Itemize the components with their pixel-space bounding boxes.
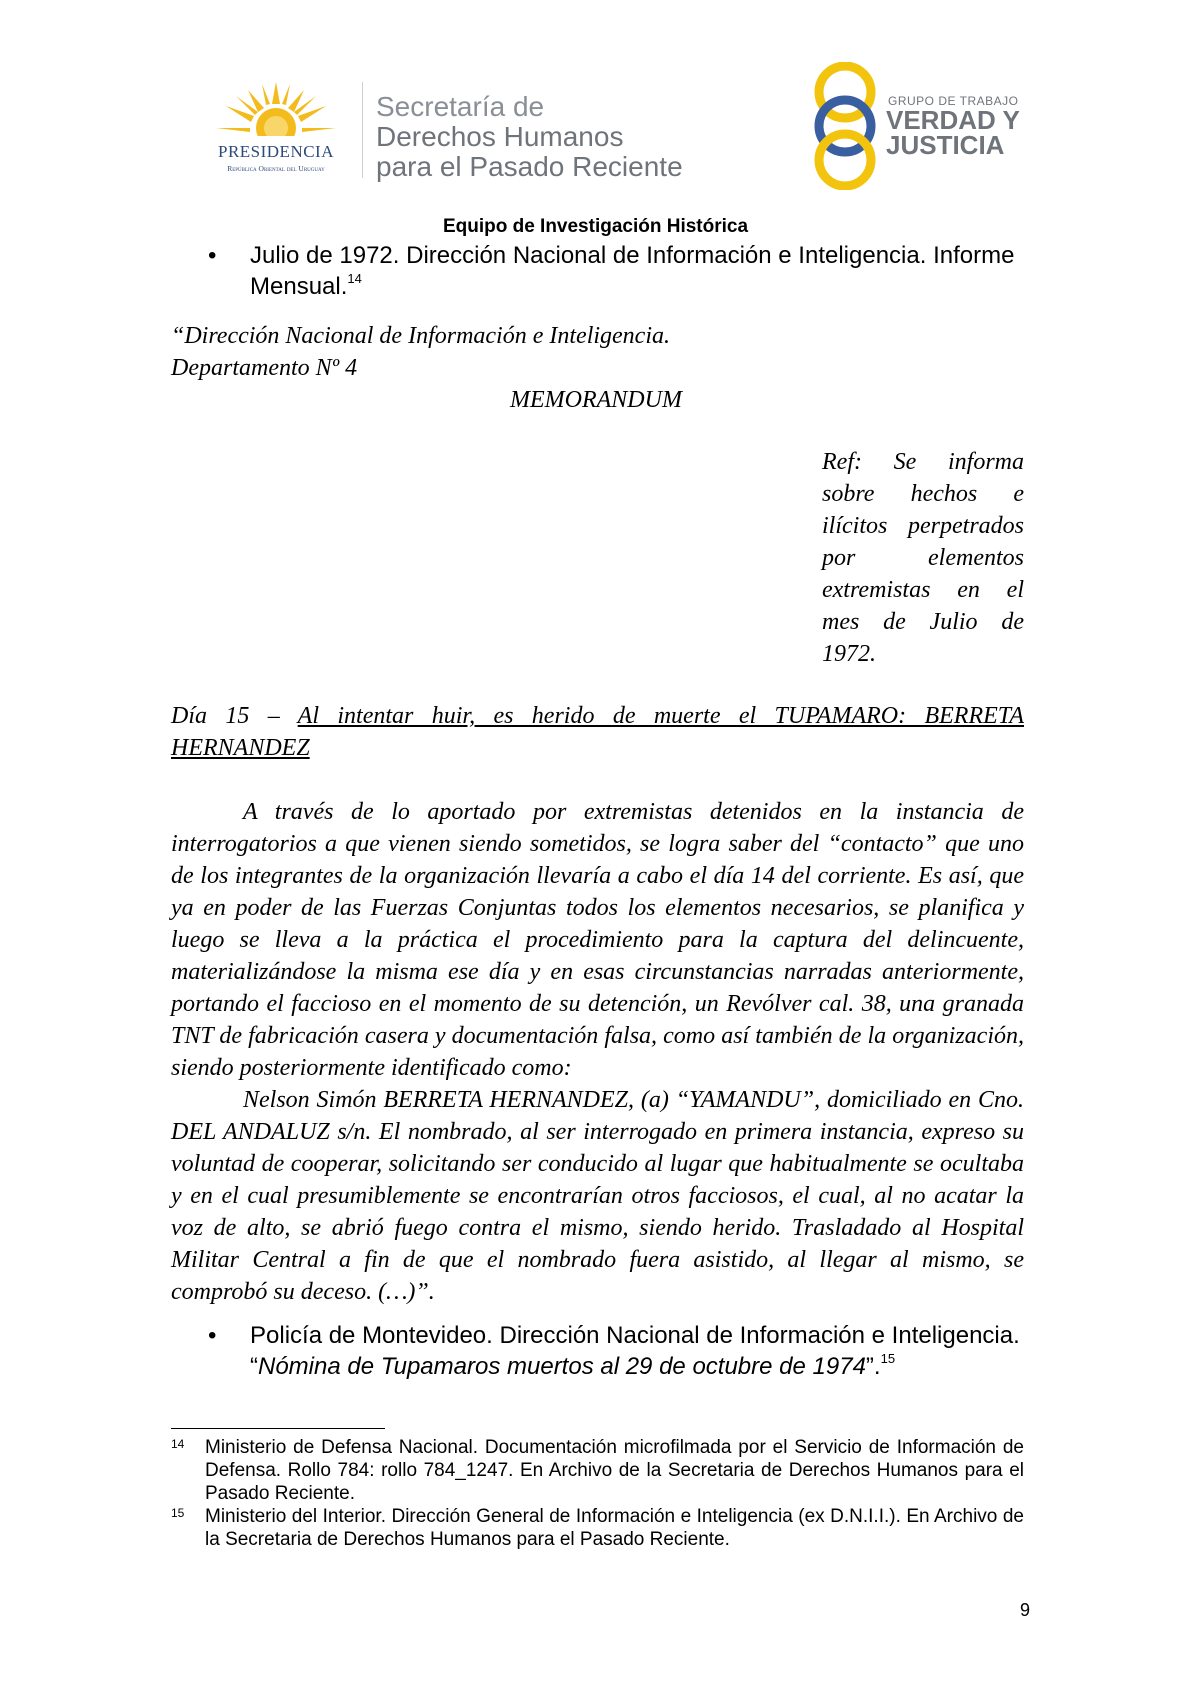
gtvj-line2: VERDAD Y bbox=[886, 105, 1020, 135]
ref-line: Ref: Se informa bbox=[822, 449, 1024, 475]
footnote-ref-14[interactable]: 14 bbox=[347, 271, 362, 286]
bullet-item-1 bbox=[208, 240, 1024, 302]
logo-divider bbox=[362, 82, 363, 178]
bullet-2-title: Nómina de Tupamaros muertos al 29 de octubre de 1974 bbox=[258, 1353, 866, 1380]
ref-line: mes de Julio de bbox=[822, 609, 1024, 635]
footnote-text: Ministerio de Defensa Nacional. Documentación microfilmada por el Servicio de Información de Defensa. Rollo 784: rollo 784_1247. En Archivo de la Secretaria de Derechos Humanos para el Pasado Reciente. bbox=[205, 1437, 1024, 1504]
footnote-ref-15[interactable]: 15 bbox=[880, 1351, 896, 1366]
memo-heading: MEMORANDUM bbox=[510, 387, 682, 413]
sun-emblem-icon bbox=[196, 82, 356, 144]
memo-day-heading bbox=[171, 700, 1024, 764]
secretaria-line3: para el Pasado Reciente bbox=[376, 151, 683, 182]
presidencia-logo-text: PRESIDENCIA bbox=[217, 142, 334, 161]
ref-line: ilícitos perpetrados bbox=[822, 513, 1024, 539]
presidencia-logo bbox=[196, 82, 356, 182]
bullet-item-2 bbox=[208, 1320, 1024, 1382]
secretaria-line2: Derechos Humanos bbox=[376, 121, 624, 152]
bullet-1-text: Julio de 1972. Dirección Nacional de Información e Inteligencia. Informe Mensual. bbox=[250, 242, 1015, 300]
bullet-2-line1: Policía de Montevideo. Dirección Nacional de Información e Inteligencia. bbox=[250, 1322, 1020, 1349]
page-number: 9 bbox=[1019, 1600, 1030, 1620]
footnote-separator bbox=[171, 1428, 385, 1429]
day-title-line1: Al intentar huir, es herido de muerte el TUPAMARO: BERRETA bbox=[297, 703, 1024, 729]
memo-header-line2: Departamento Nº 4 bbox=[171, 355, 358, 381]
bullet-marker: • bbox=[208, 1322, 217, 1349]
footnotes bbox=[171, 1436, 1024, 1551]
footnote-number: 14 bbox=[171, 1437, 185, 1451]
bullet-2-close-quote: ”. bbox=[865, 1353, 881, 1380]
ref-line: por elementos bbox=[822, 545, 1024, 571]
memo-header-line1: “Dirección Nacional de Información e Inteligencia. bbox=[171, 323, 670, 349]
gtvj-line3: JUSTICIA bbox=[886, 130, 1005, 160]
footnote-14 bbox=[171, 1436, 1024, 1505]
footnote-15 bbox=[171, 1505, 1024, 1551]
day-prefix: Día 15 – bbox=[171, 703, 298, 729]
secretaria-logo bbox=[376, 92, 683, 182]
memo-paragraph-2: Nelson Simón BERRETA HERNANDEZ, (a) “YAMANDU”, domiciliado en Cno. DEL ANDALUZ s/n. El nombrado, al ser interrogado en primera instancia, expreso su voluntad de cooperar, solicitando ser conducido al lugar que habitualmente se ocultaba y en el cual presumiblemente se encontrarían otros facciosos, el cual, al no acatar la voz de alto, se abrió fuego contra el mismo, siendo herido. Trasladado al Hospital Militar Central a fin de que el nombrado fuera asistido, al llegar al mismo, se comprobó su deceso. (…)”. bbox=[171, 1087, 1024, 1305]
memo-ref-block bbox=[822, 446, 1024, 670]
ref-line: sobre hechos e bbox=[822, 481, 1024, 507]
bullet-2-open-quote: “ bbox=[250, 1353, 258, 1380]
ref-line: 1972. bbox=[822, 641, 876, 667]
presidencia-logo-subtext: República Oriental del Uruguay bbox=[227, 164, 325, 173]
ref-line: extremistas en el bbox=[822, 577, 1024, 603]
secretaria-line1: Secretaría de bbox=[376, 91, 545, 122]
footnote-number: 15 bbox=[171, 1506, 185, 1520]
gtvj-logo bbox=[810, 62, 1030, 190]
bullet-marker: • bbox=[208, 242, 217, 269]
day-title-line2: HERNANDEZ bbox=[171, 735, 310, 761]
linked-rings-icon bbox=[810, 62, 880, 190]
footnote-text: Ministerio del Interior. Dirección General de Información e Inteligencia (ex D.N.I.I.). En Archivo de la Secretaria de Derechos Humanos para el Pasado Reciente. bbox=[205, 1506, 1024, 1550]
team-title: Equipo de Investigación Histórica bbox=[442, 216, 749, 237]
memo-paragraph-1: A través de lo aportado por extremistas detenidos en la instancia de interrogatorios a que vienen siendo sometidos, se logra saber del “contacto” que uno de los integrantes de la organización llevaría a cabo el día 14 del corriente. Es así, que ya en poder de las Fuerzas Conjuntas todos los elementos necesarios, se planifica y luego se lleva a la práctica el procedimiento para la captura del delincuente, materializándose la misma ese día y en esas circunstancias narradas anteriormente, portando el faccioso en el momento de su detención, un Revólver cal. 38, una granada TNT de fabricación casera y documentación falsa, como así también de la organización, siendo posteriormente identificado como: bbox=[171, 799, 1024, 1081]
gtvj-line1: GRUPO DE TRABAJO bbox=[888, 94, 1019, 108]
